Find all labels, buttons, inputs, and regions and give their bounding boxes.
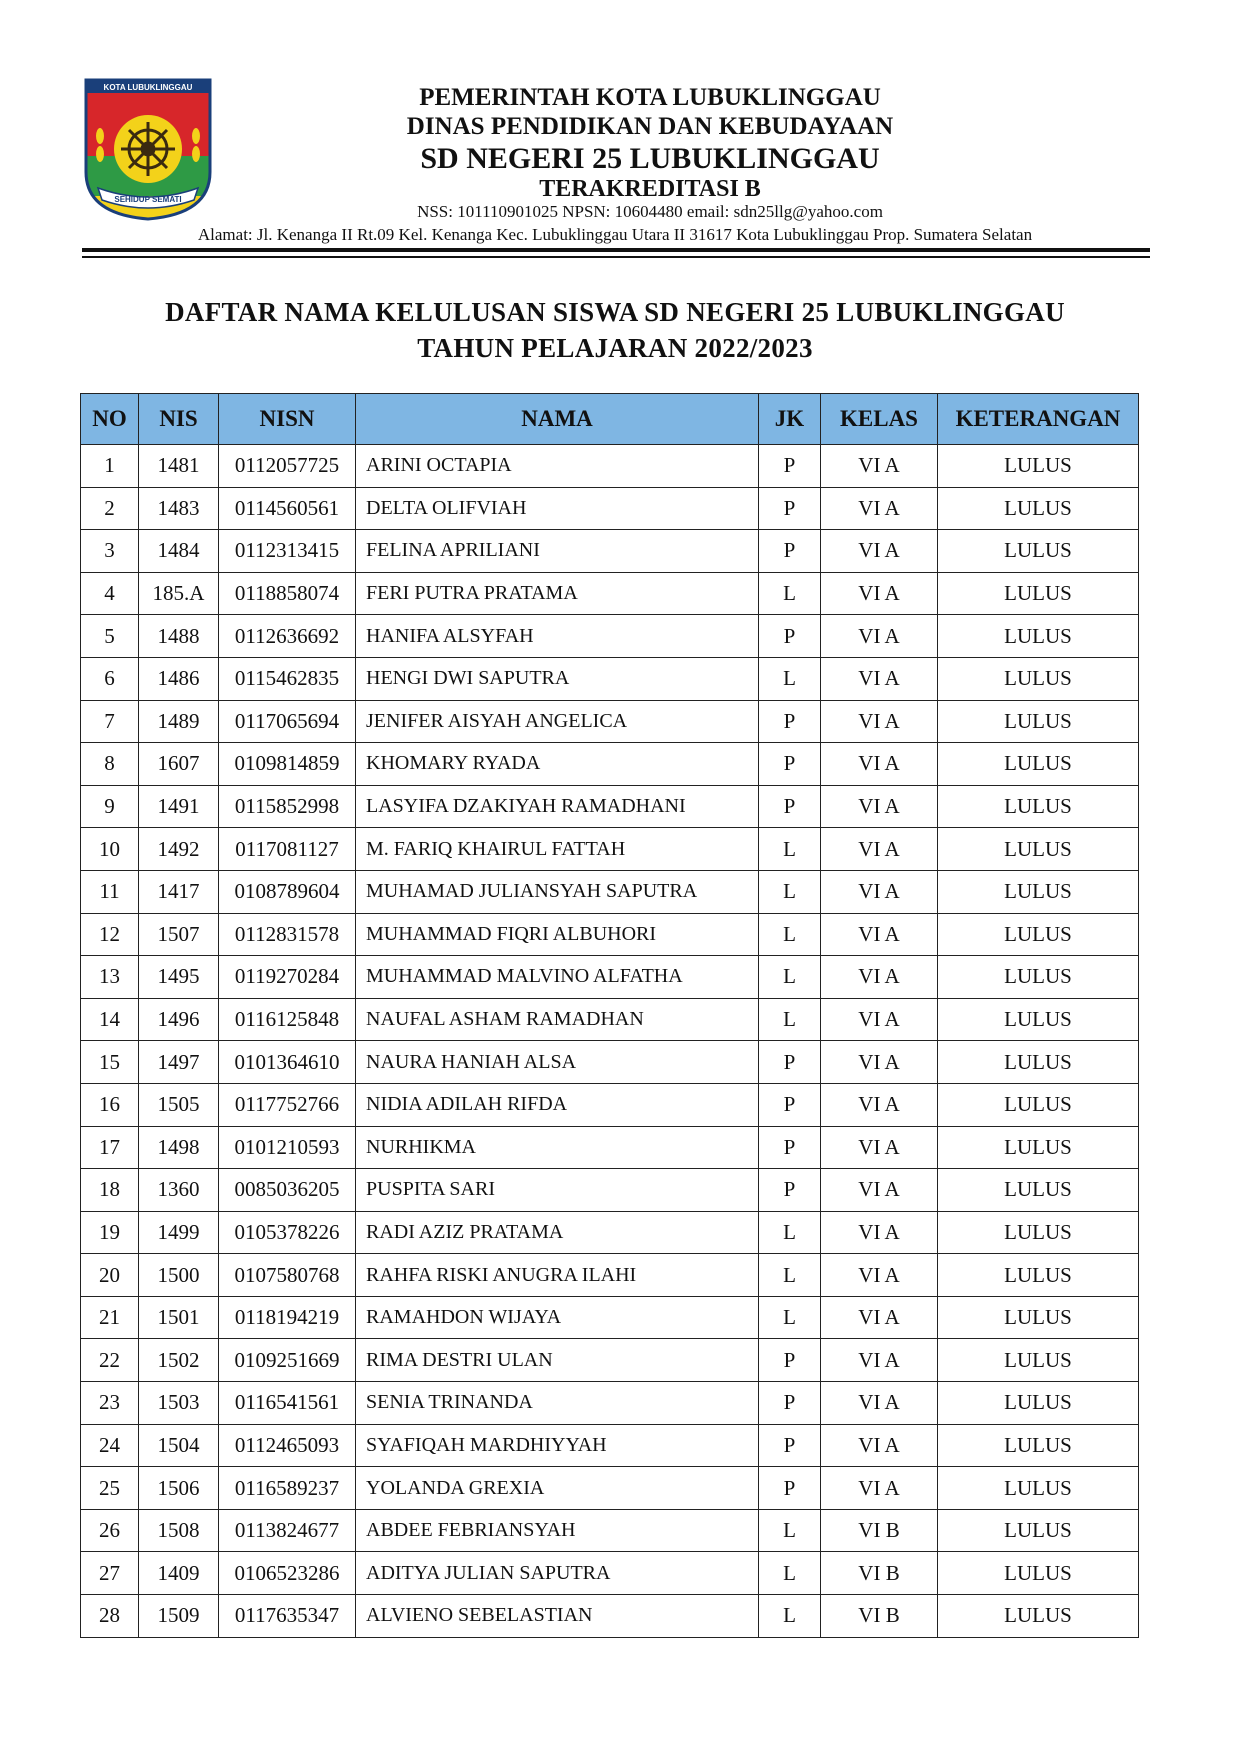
- cell-nis: 1497: [139, 1041, 219, 1084]
- cell-nisn: 0116125848: [219, 998, 356, 1041]
- cell-no: 6: [81, 657, 139, 700]
- cell-nisn: 0113824677: [219, 1509, 356, 1552]
- col-header-kelas: KELAS: [821, 394, 938, 445]
- cell-no: 27: [81, 1552, 139, 1595]
- table-row: [81, 1254, 1139, 1297]
- cell-nama: MUHAMAD JULIANSYAH SAPUTRA: [356, 870, 759, 913]
- cell-nis: 1484: [139, 530, 219, 573]
- table-row: [81, 1339, 1139, 1382]
- cell-nisn: 0117752766: [219, 1083, 356, 1126]
- cell-nisn: 0109251669: [219, 1339, 356, 1382]
- table-row: [81, 743, 1139, 786]
- cell-nis: 1498: [139, 1126, 219, 1169]
- cell-no: 12: [81, 913, 139, 956]
- cell-kelas: VI A: [821, 615, 938, 658]
- cell-kelas: VI B: [821, 1552, 938, 1595]
- cell-no: 20: [81, 1254, 139, 1297]
- cell-keterangan: LULUS: [938, 1595, 1139, 1638]
- table-row: [81, 828, 1139, 871]
- cell-nisn: 0115852998: [219, 785, 356, 828]
- cell-nis: 1509: [139, 1595, 219, 1638]
- cell-jk: L: [759, 572, 821, 615]
- cell-nisn: 0118858074: [219, 572, 356, 615]
- cell-keterangan: LULUS: [938, 1296, 1139, 1339]
- cell-nama: NIDIA ADILAH RIFDA: [356, 1083, 759, 1126]
- document-subtitle: TAHUN PELAJARAN 2022/2023: [417, 333, 813, 363]
- school-name: SD NEGERI 25 LUBUKLINGGAU: [420, 142, 880, 175]
- cell-keterangan: LULUS: [938, 1041, 1139, 1084]
- cell-no: 3: [81, 530, 139, 573]
- col-header-nis: NIS: [139, 394, 219, 445]
- cell-keterangan: LULUS: [938, 1552, 1139, 1595]
- cell-keterangan: LULUS: [938, 913, 1139, 956]
- cell-nama: RAHFA RISKI ANUGRA ILAHI: [356, 1254, 759, 1297]
- cell-nis: 1501: [139, 1296, 219, 1339]
- cell-keterangan: LULUS: [938, 956, 1139, 999]
- cell-kelas: VI A: [821, 828, 938, 871]
- cell-nis: 1417: [139, 870, 219, 913]
- table-row: [81, 956, 1139, 999]
- accreditation: TERAKREDITASI B: [539, 176, 761, 202]
- cell-nisn: 0112831578: [219, 913, 356, 956]
- cell-nis: 1491: [139, 785, 219, 828]
- cell-kelas: VI A: [821, 1041, 938, 1084]
- cell-kelas: VI A: [821, 487, 938, 530]
- cell-jk: P: [759, 1083, 821, 1126]
- cell-nisn: 0117635347: [219, 1595, 356, 1638]
- cell-keterangan: LULUS: [938, 1169, 1139, 1212]
- cell-keterangan: LULUS: [938, 1382, 1139, 1425]
- cell-jk: P: [759, 615, 821, 658]
- cell-jk: P: [759, 785, 821, 828]
- cell-nis: 1486: [139, 657, 219, 700]
- cell-no: 24: [81, 1424, 139, 1467]
- cell-nis: 1483: [139, 487, 219, 530]
- cell-keterangan: LULUS: [938, 998, 1139, 1041]
- cell-nis: 1504: [139, 1424, 219, 1467]
- cell-nama: NURHIKMA: [356, 1126, 759, 1169]
- cell-jk: L: [759, 913, 821, 956]
- cell-no: 14: [81, 998, 139, 1041]
- document-title: DAFTAR NAMA KELULUSAN SISWA SD NEGERI 25 LUBUKLINGGAU: [165, 297, 1065, 327]
- cell-nis: 1360: [139, 1169, 219, 1212]
- cell-nisn: 0108789604: [219, 870, 356, 913]
- cell-kelas: VI A: [821, 572, 938, 615]
- cell-nisn: 0105378226: [219, 1211, 356, 1254]
- cell-jk: P: [759, 1339, 821, 1382]
- cell-nisn: 0119270284: [219, 956, 356, 999]
- cell-kelas: VI A: [821, 1126, 938, 1169]
- cell-keterangan: LULUS: [938, 530, 1139, 573]
- cell-kelas: VI B: [821, 1509, 938, 1552]
- letterhead-rule-thin: [82, 256, 1150, 258]
- letterhead-rule-thick: [82, 248, 1150, 252]
- cell-nisn: 0118194219: [219, 1296, 356, 1339]
- cell-nisn: 0117065694: [219, 700, 356, 743]
- cell-nama: MUHAMMAD MALVINO ALFATHA: [356, 956, 759, 999]
- cell-nis: 1496: [139, 998, 219, 1041]
- cell-no: 25: [81, 1467, 139, 1510]
- cell-kelas: VI A: [821, 1467, 938, 1510]
- cell-nama: YOLANDA GREXIA: [356, 1467, 759, 1510]
- cell-nisn: 0116541561: [219, 1382, 356, 1425]
- cell-kelas: VI A: [821, 1382, 938, 1425]
- cell-nis: 1508: [139, 1509, 219, 1552]
- cell-kelas: VI A: [821, 1083, 938, 1126]
- cell-kelas: VI A: [821, 743, 938, 786]
- cell-nis: 1488: [139, 615, 219, 658]
- cell-nama: ARINI OCTAPIA: [356, 445, 759, 488]
- col-header-keterangan: KETERANGAN: [938, 394, 1139, 445]
- cell-nisn: 0112636692: [219, 615, 356, 658]
- cell-nama: SENIA TRINANDA: [356, 1382, 759, 1425]
- cell-kelas: VI A: [821, 1424, 938, 1467]
- cell-no: 13: [81, 956, 139, 999]
- cell-kelas: VI A: [821, 1296, 938, 1339]
- table-row: [81, 700, 1139, 743]
- cell-nis: 1495: [139, 956, 219, 999]
- cell-no: 17: [81, 1126, 139, 1169]
- cell-nisn: 0106523286: [219, 1552, 356, 1595]
- cell-no: 2: [81, 487, 139, 530]
- cell-kelas: VI A: [821, 657, 938, 700]
- cell-nis: 185.A: [139, 572, 219, 615]
- cell-no: 18: [81, 1169, 139, 1212]
- cell-jk: L: [759, 956, 821, 999]
- cell-nama: ADITYA JULIAN SAPUTRA: [356, 1552, 759, 1595]
- cell-keterangan: LULUS: [938, 1211, 1139, 1254]
- cell-nisn: 0112057725: [219, 445, 356, 488]
- table-row: [81, 657, 1139, 700]
- cell-jk: P: [759, 487, 821, 530]
- cell-kelas: VI A: [821, 700, 938, 743]
- cell-nisn: 0115462835: [219, 657, 356, 700]
- cell-nisn: 0112465093: [219, 1424, 356, 1467]
- cell-nis: 1506: [139, 1467, 219, 1510]
- cell-no: 19: [81, 1211, 139, 1254]
- cell-kelas: VI A: [821, 998, 938, 1041]
- cell-no: 1: [81, 445, 139, 488]
- cell-no: 16: [81, 1083, 139, 1126]
- cell-no: 8: [81, 743, 139, 786]
- cell-no: 10: [81, 828, 139, 871]
- graduation-table: [80, 393, 1139, 1638]
- cell-nama: ABDEE FEBRIANSYAH: [356, 1509, 759, 1552]
- cell-nama: JENIFER AISYAH ANGELICA: [356, 700, 759, 743]
- cell-nama: RAMAHDON WIJAYA: [356, 1296, 759, 1339]
- table-row: [81, 1424, 1139, 1467]
- cell-nama: RADI AZIZ PRATAMA: [356, 1211, 759, 1254]
- school-address: Alamat: Jl. Kenanga II Rt.09 Kel. Kenanga Kec. Lubuklinggau Utara II 31617 Kota Lubuklinggau Prop. Sumatera Selatan: [197, 225, 1033, 244]
- cell-jk: L: [759, 1509, 821, 1552]
- cell-keterangan: LULUS: [938, 1509, 1139, 1552]
- cell-jk: P: [759, 700, 821, 743]
- table-row: [81, 1509, 1139, 1552]
- cell-no: 7: [81, 700, 139, 743]
- cell-jk: P: [759, 1126, 821, 1169]
- cell-nama: MUHAMMAD FIQRI ALBUHORI: [356, 913, 759, 956]
- cell-jk: P: [759, 530, 821, 573]
- cell-jk: P: [759, 1424, 821, 1467]
- cell-keterangan: LULUS: [938, 1254, 1139, 1297]
- government-name: PEMERINTAH KOTA LUBUKLINGGAU: [419, 84, 881, 111]
- cell-keterangan: LULUS: [938, 700, 1139, 743]
- cell-nis: 1481: [139, 445, 219, 488]
- cell-nama: HANIFA ALSYFAH: [356, 615, 759, 658]
- cell-jk: L: [759, 1211, 821, 1254]
- cell-keterangan: LULUS: [938, 657, 1139, 700]
- cell-jk: P: [759, 1467, 821, 1510]
- col-header-nisn: NISN: [219, 394, 356, 445]
- cell-no: 9: [81, 785, 139, 828]
- table-row: [81, 998, 1139, 1041]
- table-row: [81, 1467, 1139, 1510]
- cell-nisn: 0107580768: [219, 1254, 356, 1297]
- cell-jk: P: [759, 1382, 821, 1425]
- cell-jk: L: [759, 1296, 821, 1339]
- cell-nama: ALVIENO SEBELASTIAN: [356, 1595, 759, 1638]
- cell-kelas: VI A: [821, 530, 938, 573]
- cell-kelas: VI B: [821, 1595, 938, 1638]
- table-row: [81, 487, 1139, 530]
- logo-motto-text: SEHIDUP SEMATI: [114, 195, 182, 204]
- cell-nis: 1492: [139, 828, 219, 871]
- cell-kelas: VI A: [821, 1169, 938, 1212]
- cell-nisn: 0101210593: [219, 1126, 356, 1169]
- table-row: [81, 1211, 1139, 1254]
- cell-no: 5: [81, 615, 139, 658]
- cell-jk: P: [759, 1041, 821, 1084]
- cell-keterangan: LULUS: [938, 785, 1139, 828]
- cell-nama: RIMA DESTRI ULAN: [356, 1339, 759, 1382]
- cell-nisn: 0112313415: [219, 530, 356, 573]
- cell-nama: DELTA OLIFVIAH: [356, 487, 759, 530]
- table-row: [81, 1382, 1139, 1425]
- cell-nama: LASYIFA DZAKIYAH RAMADHANI: [356, 785, 759, 828]
- table-row: [81, 572, 1139, 615]
- cell-no: 4: [81, 572, 139, 615]
- cell-jk: L: [759, 657, 821, 700]
- cell-nisn: 0101364610: [219, 1041, 356, 1084]
- cell-keterangan: LULUS: [938, 487, 1139, 530]
- cell-nis: 1502: [139, 1339, 219, 1382]
- cell-no: 15: [81, 1041, 139, 1084]
- cell-no: 26: [81, 1509, 139, 1552]
- table-row: [81, 445, 1139, 488]
- col-header-nama: NAMA: [356, 394, 759, 445]
- cell-kelas: VI A: [821, 1211, 938, 1254]
- cell-kelas: VI A: [821, 785, 938, 828]
- cell-nis: 1500: [139, 1254, 219, 1297]
- cell-nis: 1607: [139, 743, 219, 786]
- cell-keterangan: LULUS: [938, 1424, 1139, 1467]
- cell-no: 22: [81, 1339, 139, 1382]
- department-name: DINAS PENDIDIKAN DAN KEBUDAYAAN: [406, 113, 894, 140]
- cell-no: 11: [81, 870, 139, 913]
- cell-keterangan: LULUS: [938, 743, 1139, 786]
- cell-kelas: VI A: [821, 913, 938, 956]
- cell-jk: L: [759, 870, 821, 913]
- cell-jk: L: [759, 1552, 821, 1595]
- table-row: [81, 1595, 1139, 1638]
- table-row: [81, 530, 1139, 573]
- cell-kelas: VI A: [821, 870, 938, 913]
- cell-nama: NAURA HANIAH ALSA: [356, 1041, 759, 1084]
- table-row: [81, 913, 1139, 956]
- cell-nis: 1499: [139, 1211, 219, 1254]
- cell-keterangan: LULUS: [938, 445, 1139, 488]
- table-row: [81, 615, 1139, 658]
- cell-jk: L: [759, 1595, 821, 1638]
- table-row: [81, 1126, 1139, 1169]
- cell-nama: PUSPITA SARI: [356, 1169, 759, 1212]
- cell-jk: P: [759, 445, 821, 488]
- cell-nis: 1489: [139, 700, 219, 743]
- cell-nis: 1503: [139, 1382, 219, 1425]
- cell-nama: FERI PUTRA PRATAMA: [356, 572, 759, 615]
- col-header-no: NO: [81, 394, 139, 445]
- table-row: [81, 1041, 1139, 1084]
- cell-keterangan: LULUS: [938, 1083, 1139, 1126]
- cell-no: 28: [81, 1595, 139, 1638]
- cell-nisn: 0117081127: [219, 828, 356, 871]
- cell-nama: FELINA APRILIANI: [356, 530, 759, 573]
- cell-nis: 1507: [139, 913, 219, 956]
- school-identifiers: NSS: 101110901025 NPSN: 10604480 email: sdn25llg@yahoo.com: [417, 202, 883, 221]
- cell-no: 23: [81, 1382, 139, 1425]
- cell-nama: NAUFAL ASHAM RAMADHAN: [356, 998, 759, 1041]
- cell-nama: SYAFIQAH MARDHIYYAH: [356, 1424, 759, 1467]
- cell-kelas: VI A: [821, 1339, 938, 1382]
- cell-nama: HENGI DWI SAPUTRA: [356, 657, 759, 700]
- cell-keterangan: LULUS: [938, 615, 1139, 658]
- cell-jk: L: [759, 1254, 821, 1297]
- cell-nis: 1505: [139, 1083, 219, 1126]
- cell-nisn: 0085036205: [219, 1169, 356, 1212]
- cell-kelas: VI A: [821, 445, 938, 488]
- cell-nama: M. FARIQ KHAIRUL FATTAH: [356, 828, 759, 871]
- cell-keterangan: LULUS: [938, 1126, 1139, 1169]
- table-row: [81, 1083, 1139, 1126]
- cell-nisn: 0109814859: [219, 743, 356, 786]
- table-row: [81, 785, 1139, 828]
- col-header-jk: JK: [759, 394, 821, 445]
- cell-keterangan: LULUS: [938, 870, 1139, 913]
- cell-keterangan: LULUS: [938, 1467, 1139, 1510]
- table-row: [81, 1296, 1139, 1339]
- table-row: [81, 1169, 1139, 1212]
- cell-kelas: VI A: [821, 956, 938, 999]
- cell-jk: P: [759, 743, 821, 786]
- cell-nisn: 0114560561: [219, 487, 356, 530]
- cell-keterangan: LULUS: [938, 1339, 1139, 1382]
- cell-nisn: 0116589237: [219, 1467, 356, 1510]
- cell-no: 21: [81, 1296, 139, 1339]
- table-header-row: [81, 394, 1139, 445]
- table-row: [81, 1552, 1139, 1595]
- cell-keterangan: LULUS: [938, 828, 1139, 871]
- cell-jk: L: [759, 828, 821, 871]
- cell-keterangan: LULUS: [938, 572, 1139, 615]
- cell-nis: 1409: [139, 1552, 219, 1595]
- cell-jk: L: [759, 998, 821, 1041]
- logo-banner-text: KOTA LUBUKLINGGAU: [103, 83, 193, 92]
- cell-kelas: VI A: [821, 1254, 938, 1297]
- cell-nama: KHOMARY RYADA: [356, 743, 759, 786]
- cell-jk: P: [759, 1169, 821, 1212]
- table-row: [81, 870, 1139, 913]
